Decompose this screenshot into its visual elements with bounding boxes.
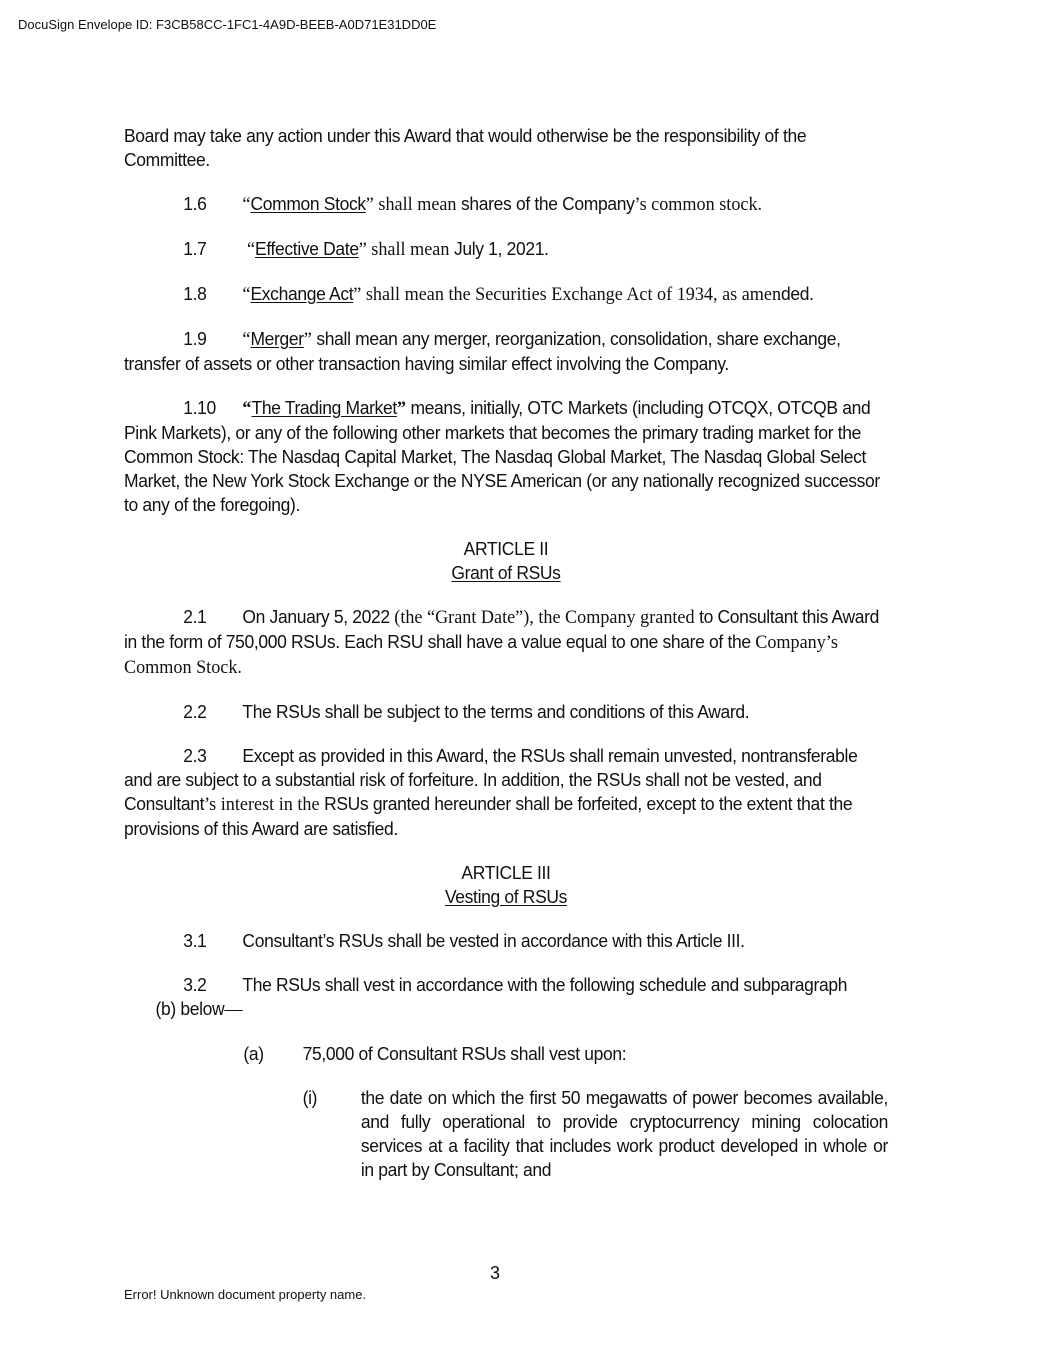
section-3-2: 3.2 The RSUs shall vest in accordance with the following schedule and subparagraph (b) below— <box>155 974 848 1020</box>
section-number: 1.8 <box>183 283 207 304</box>
definition-1-9: 1.9 “Merger” shall mean any merger, reorganization, consolidation, share exchange, transfer of assets or other transaction having similar effect involving the Company. <box>124 328 841 374</box>
defined-term: Common Stock <box>250 193 366 214</box>
definition-1-6: 1.6 “Common Stock” shall mean shares of the Company’s common stock. <box>183 193 763 215</box>
defined-term: Merger <box>250 328 304 349</box>
defined-term: Exchange Act <box>250 283 354 304</box>
defined-term: The Trading Market <box>251 397 397 418</box>
section-number: 2.1 <box>183 606 207 627</box>
definition-1-10: 1.10 “The Trading Market” means, initially, OTC Markets (including OTCQX, OTCQB and Pink Markets), or any of the following other markets that becomes the primary trading market for the Common Stock: The Nasdaq Capital Market, The Nasdaq Global Market, The Nasdaq Global Select Market, the New York Stock Exchange or the NYSE American (or any nationally recognized successor to any of the foregoing). <box>124 397 880 515</box>
definition-1-8: 1.8 “Exchange Act” shall mean the Securities Exchange Act of 1934, as amended. <box>183 283 814 305</box>
article-title: ARTICLE II <box>463 538 549 559</box>
subsection-i: (i) the date on which the first 50 megawatts of power becomes available, and fully operational to provide cryptocurrency mining colocation services at a facility that includes work product developed in whole or in part by Consultant; and <box>302 1087 889 1180</box>
section-2-3: 2.3 Except as provided in this Award, the RSUs shall remain unvested, nontransferable and are subject to a substantial risk of forfeiture. In addition, the RSUs shall not be vested, and Consultant’s interest in the RSUs granted hereunder shall be forfeited, except to the extent that the provisions of this Award are satisfied. <box>124 745 858 839</box>
section-number: 1.7 <box>183 238 207 259</box>
docusign-envelope-id: DocuSign Envelope ID: F3CB58CC-1FC1-4A9D-BEEB-A0D71E31DD0E <box>18 17 437 32</box>
article-2-heading <box>124 537 888 585</box>
section-number: 3.2 <box>183 974 207 995</box>
section-number: 1.6 <box>183 193 207 214</box>
article-3-heading <box>124 861 888 909</box>
article-title: ARTICLE III <box>461 862 551 883</box>
section-2-1: 2.1 On January 5, 2022 (the “Grant Date”), the Company granted to Consultant this Award in the form of 750,000 RSUs. Each RSU shall have a value equal to one share of the Company’s Common Stock. <box>124 606 880 678</box>
defined-term: Effective Date <box>255 238 359 259</box>
footer-error-text: Error! Unknown document property name. <box>124 1287 367 1302</box>
section-number: 1.10 <box>183 397 216 418</box>
section-number: 2.3 <box>183 745 207 766</box>
subsection-label: (a) <box>243 1043 264 1064</box>
section-2-2: 2.2 The RSUs shall be subject to the terms and conditions of this Award. <box>183 701 750 722</box>
section-number: 3.1 <box>183 930 207 951</box>
section-number: 1.9 <box>183 328 207 349</box>
section-3-1: 3.1 Consultant’s RSUs shall be vested in accordance with this Article III. <box>183 930 745 951</box>
page-number: 3 <box>490 1263 501 1283</box>
subsection-label: (i) <box>302 1087 318 1108</box>
article-subtitle: Grant of RSUs <box>451 562 561 583</box>
definition-1-7: 1.7 “Effective Date” shall mean July 1, 2021. <box>183 238 549 260</box>
document-page <box>124 124 888 1202</box>
intro-paragraph: Board may take any action under this Award that would otherwise be the responsibility of the Committee. <box>124 125 807 170</box>
article-subtitle: Vesting of RSUs <box>444 886 568 907</box>
subsection-a: (a) 75,000 of Consultant RSUs shall vest upon: <box>243 1043 627 1064</box>
section-number: 2.2 <box>183 701 207 722</box>
